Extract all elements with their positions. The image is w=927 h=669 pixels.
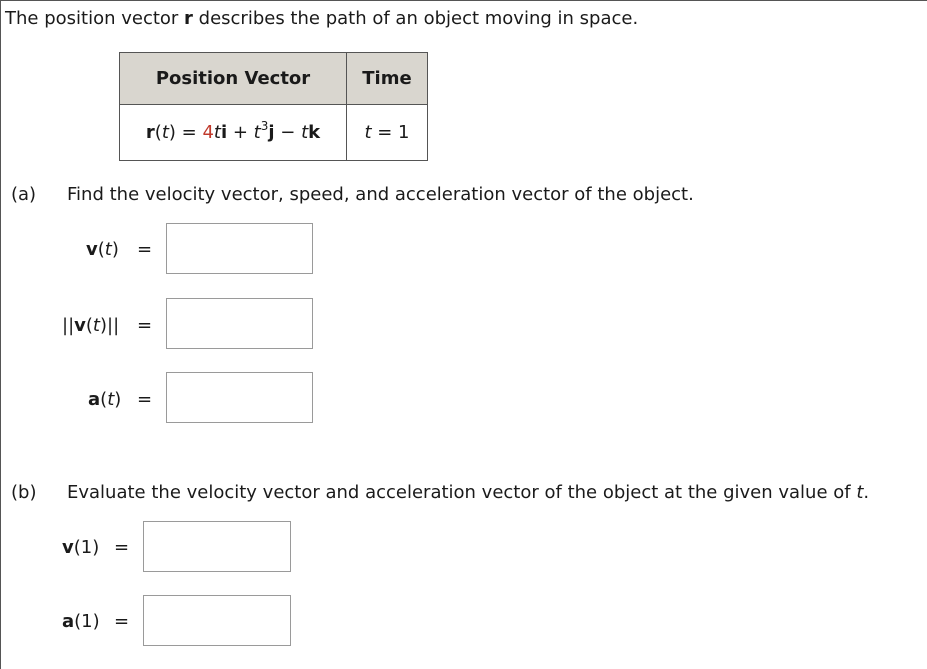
label-v-symbol: v <box>86 239 98 260</box>
formula-paren-open: ( <box>154 122 162 143</box>
label-t: t <box>104 239 112 260</box>
part-a-label: (a) <box>11 184 37 205</box>
label-v-t <box>86 239 119 260</box>
part-b-period: . <box>863 482 870 503</box>
part-a-prompt <box>11 184 694 205</box>
table-header-row <box>120 53 428 105</box>
part-a-text: Find the velocity vector, speed, and acceleration vector of the object. <box>67 184 694 205</box>
intro-vector-symbol: r <box>184 8 193 29</box>
formula-exponent: 3 <box>260 119 269 133</box>
label-arg: (1) <box>74 611 100 632</box>
formula-var3: t <box>301 122 309 143</box>
equals-sign: = <box>137 389 153 410</box>
label-t: t <box>92 315 100 336</box>
formula-coef: 4 <box>202 122 214 143</box>
intro-text-post: describes the path of an object moving in space. <box>192 8 639 29</box>
position-vector-table <box>119 52 428 161</box>
label-a-1 <box>62 611 100 632</box>
label-paren-close: ) <box>99 315 107 336</box>
formula-equals: ) = <box>168 122 203 143</box>
equals-sign: = <box>137 315 153 336</box>
label-v-symbol: v <box>74 315 86 336</box>
acceleration-at-1-input[interactable] <box>143 595 291 646</box>
equals-sign: = <box>114 537 130 558</box>
acceleration-vector-input[interactable] <box>166 372 313 423</box>
label-a-symbol: a <box>62 611 75 632</box>
problem-intro <box>5 8 638 29</box>
label-v-symbol: v <box>62 537 74 558</box>
label-norm-open: || <box>62 315 75 336</box>
time-rest: = 1 <box>371 122 410 143</box>
formula-var1: t <box>213 122 221 143</box>
formula-r: r <box>145 122 155 143</box>
speed-input[interactable] <box>166 298 313 349</box>
intro-text-pre: The position vector <box>5 8 185 29</box>
label-paren-open: ( <box>85 315 93 336</box>
label-paren-open: ( <box>97 239 105 260</box>
time-value <box>347 105 428 161</box>
part-b-text: Evaluate the velocity vector and acceleration vector of the object at the given value of <box>67 482 857 503</box>
equals-sign: = <box>137 239 153 260</box>
formula-unit-k: k <box>308 122 321 143</box>
label-v-1 <box>62 537 99 558</box>
label-paren-close: ) <box>114 389 122 410</box>
header-time: Time <box>347 53 428 105</box>
label-arg: (1) <box>73 537 100 558</box>
label-t: t <box>107 389 115 410</box>
part-b-label: (b) <box>11 482 37 503</box>
formula-var2: t <box>253 122 261 143</box>
formula-t: t <box>161 122 169 143</box>
part-b-prompt <box>11 482 869 503</box>
label-paren-close: ) <box>111 239 119 260</box>
formula-minus: − <box>274 122 302 143</box>
formula-unit-i: i <box>220 122 228 143</box>
time-var: t <box>364 122 372 143</box>
formula-plus: + <box>227 122 254 143</box>
part-b-var: t <box>856 482 864 503</box>
header-position-vector: Position Vector <box>120 53 347 105</box>
label-speed <box>62 315 119 336</box>
velocity-vector-input[interactable] <box>166 223 313 274</box>
label-paren-open: ( <box>100 389 108 410</box>
formula-unit-j: j <box>268 122 275 143</box>
label-norm-close: || <box>107 315 120 336</box>
table-row <box>120 105 428 161</box>
position-vector-formula <box>120 105 347 161</box>
label-a-t <box>88 389 121 410</box>
equals-sign: = <box>114 611 130 632</box>
label-a-symbol: a <box>88 389 101 410</box>
velocity-at-1-input[interactable] <box>143 521 291 572</box>
